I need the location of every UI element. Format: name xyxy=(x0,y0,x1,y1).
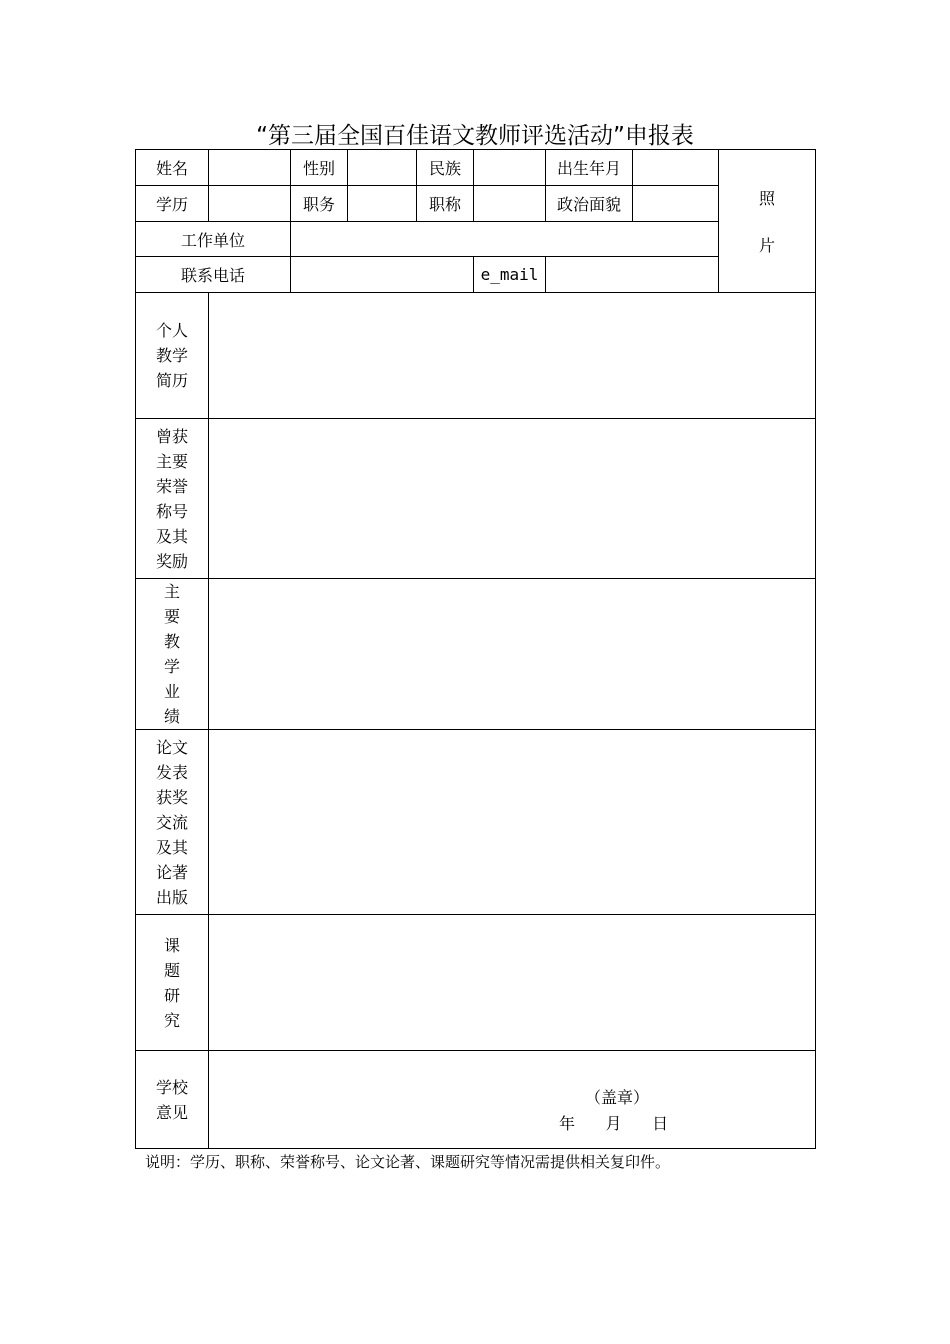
birth-field[interactable] xyxy=(633,150,719,186)
date-line xyxy=(559,1111,668,1134)
section-label-achievements: 主 要 教 学 业 绩 xyxy=(136,579,209,730)
section-label-publications: 论文 发表 获奖 交流 及其 论著 出版 xyxy=(136,730,209,915)
section-label-school-opinion: 学校 意见 xyxy=(136,1051,209,1149)
seal-text: （盖章） xyxy=(585,1088,650,1107)
page-title: “第三届全国百佳语文教师评选活动”申报表 xyxy=(256,123,694,149)
ethnicity-label: 民族 xyxy=(417,150,474,186)
workplace-label: 工作单位 xyxy=(136,222,291,257)
rank-label: 职称 xyxy=(417,186,474,222)
section-field-publications[interactable] xyxy=(209,730,816,915)
workplace-field[interactable] xyxy=(291,222,719,257)
political-label: 政治面貌 xyxy=(546,186,633,222)
section-field-research[interactable] xyxy=(209,915,816,1051)
name-field[interactable] xyxy=(209,150,291,186)
section-label-teaching-resume: 个人 教学 简历 xyxy=(136,293,209,419)
position-field[interactable] xyxy=(348,186,417,222)
name-label: 姓名 xyxy=(136,150,209,186)
section-label-honors: 曾获 主要 荣誉 称号 及其 奖励 xyxy=(136,419,209,579)
photo-box[interactable] xyxy=(719,150,816,293)
education-field[interactable] xyxy=(209,186,291,222)
political-field[interactable] xyxy=(633,186,719,222)
ethnicity-field[interactable] xyxy=(474,150,546,186)
year-text: 年 xyxy=(559,1114,576,1133)
position-label: 职务 xyxy=(291,186,348,222)
section-field-honors[interactable] xyxy=(209,419,816,579)
photo-char: 照 xyxy=(758,189,775,208)
phone-label: 联系电话 xyxy=(136,257,291,293)
education-label: 学历 xyxy=(136,186,209,222)
section-field-achievements[interactable] xyxy=(209,579,816,730)
email-label: e_mail xyxy=(474,257,546,293)
month-text: 月 xyxy=(605,1114,622,1133)
phone-field[interactable] xyxy=(291,257,474,293)
day-text: 日 xyxy=(652,1114,669,1133)
section-label-research: 课 题 研 究 xyxy=(136,915,209,1051)
photo-char: 片 xyxy=(758,236,775,255)
rank-field[interactable] xyxy=(474,186,546,222)
email-field[interactable] xyxy=(546,257,719,293)
application-form-table xyxy=(135,149,816,1149)
footnote: 说明：学历、职称、荣誉称号、论文论著、课题研究等情况需提供相关复印件。 xyxy=(145,1153,671,1171)
gender-field[interactable] xyxy=(348,150,417,186)
gender-label: 性别 xyxy=(291,150,348,186)
section-field-teaching-resume[interactable] xyxy=(209,293,816,419)
birth-label: 出生年月 xyxy=(546,150,633,186)
section-field-school-opinion[interactable] xyxy=(209,1051,816,1149)
